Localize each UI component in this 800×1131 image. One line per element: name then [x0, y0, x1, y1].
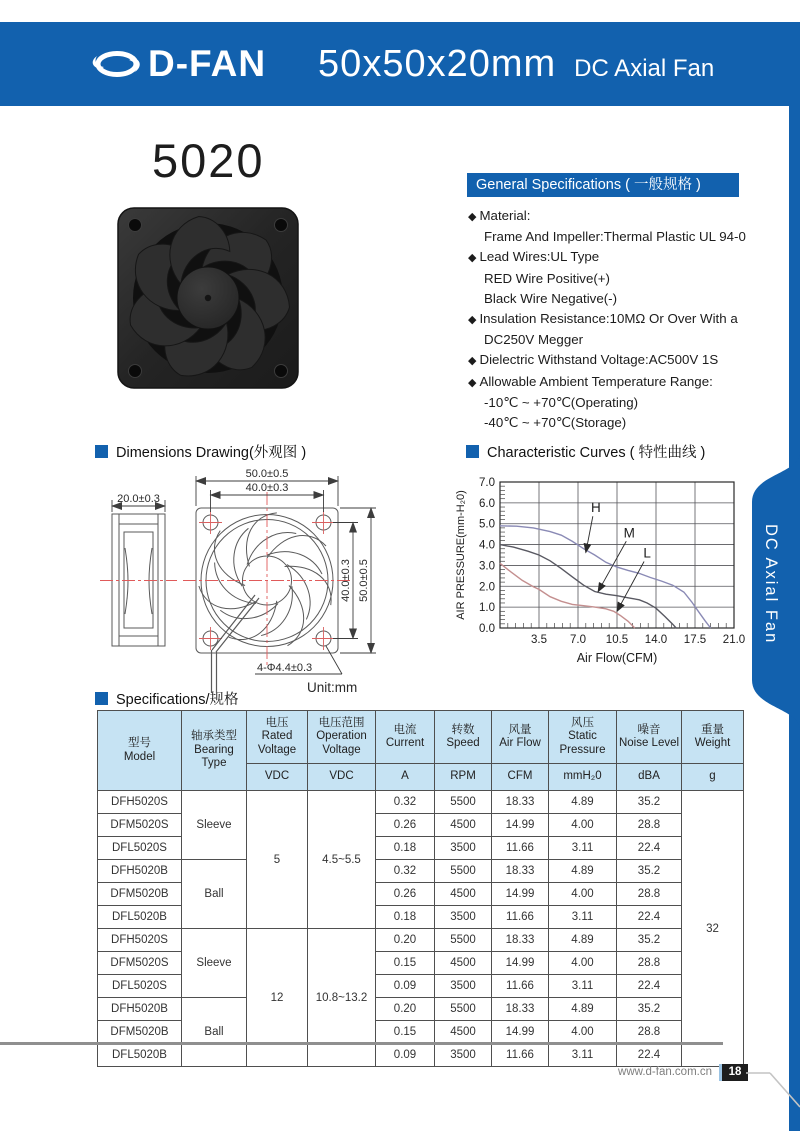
table-cell: 4.00 — [549, 952, 617, 975]
table-row — [98, 791, 744, 814]
table-header: 噪音 Noise Level — [617, 711, 682, 764]
table-cell: 14.99 — [492, 883, 549, 906]
svg-text:1.0: 1.0 — [479, 602, 495, 615]
specifications-table — [97, 710, 744, 1067]
spec-item — [468, 247, 793, 268]
lead-wires — [212, 595, 260, 693]
table-cell: 35.2 — [617, 998, 682, 1021]
spec-table-title-text: Specifications/规格 — [116, 692, 239, 708]
curves-title-text: Characteristic Curves ( 特性曲线 ) — [487, 445, 706, 461]
fan-photo — [117, 205, 299, 391]
table-cell: 4.00 — [549, 883, 617, 906]
spec-item-text: RED Wire Positive(+) — [484, 270, 610, 286]
table-header: 重量 Weight — [682, 711, 744, 764]
diamond-bullet-icon: ◆ — [468, 211, 477, 223]
diamond-bullet-icon: ◆ — [468, 376, 477, 389]
spec-item — [468, 350, 793, 371]
table-cell: 4500 — [435, 952, 492, 975]
table-cell: DFH5020B — [98, 998, 182, 1021]
spec-item-text: -10℃ ~ +70℃(Operating) — [484, 394, 639, 410]
curves-section-title — [466, 441, 705, 462]
table-cell: 35.2 — [617, 791, 682, 814]
svg-text:4-Φ4.4±0.3: 4-Φ4.4±0.3 — [257, 662, 313, 674]
spec-item — [468, 330, 793, 350]
svg-text:7.0: 7.0 — [570, 634, 586, 646]
curve-H — [500, 526, 711, 628]
table-cell: 11.66 — [492, 837, 549, 860]
table-cell: 0.32 — [376, 860, 435, 883]
table-cell: 5500 — [435, 929, 492, 952]
table-cell: 0.18 — [376, 837, 435, 860]
table-cell: 0.15 — [376, 1021, 435, 1044]
dimension-lines — [112, 476, 376, 674]
centerlines — [100, 492, 353, 667]
model-number: 5020 — [152, 134, 265, 187]
table-row — [98, 998, 744, 1021]
table-cell: 3500 — [435, 906, 492, 929]
table-cell: 35.2 — [617, 929, 682, 952]
table-cell: 3.11 — [549, 1044, 617, 1067]
table-cell: 3.11 — [549, 837, 617, 860]
dimensions-title-text: Dimensions Drawing(外观图 ) — [116, 445, 307, 461]
table-header: 风压 Static Pressure — [549, 711, 617, 764]
section-bullet-icon — [95, 445, 108, 458]
table-cell: 5 — [247, 791, 308, 929]
table-cell: 10.8~13.2 — [308, 929, 376, 1067]
table-cell: 4500 — [435, 1021, 492, 1044]
diamond-bullet-icon: ◆ — [468, 355, 477, 368]
svg-text:0.0: 0.0 — [479, 623, 495, 635]
curve-label-H: H — [590, 500, 601, 516]
table-header: 电流 Current — [376, 711, 435, 764]
svg-text:50.0±0.5: 50.0±0.5 — [358, 559, 370, 602]
table-cell: 14.99 — [492, 814, 549, 837]
table-unit: RPM — [435, 764, 492, 791]
svg-text:17.5: 17.5 — [683, 634, 707, 646]
table-cell: 0.20 — [376, 998, 435, 1021]
footer-rule — [0, 1042, 723, 1045]
table-cell: 28.8 — [617, 883, 682, 906]
svg-text:14.0: 14.0 — [644, 634, 668, 646]
table-header: 轴承类型 Bearing Type — [182, 711, 247, 791]
spec-item-text: DC250V Megger — [484, 332, 584, 348]
table-cell: 0.09 — [376, 975, 435, 998]
table-cell: 14.99 — [492, 952, 549, 975]
table-cell: 32 — [682, 791, 744, 1067]
spec-item — [468, 309, 793, 330]
curve-label-L: L — [643, 545, 651, 561]
table-header: 电压 Rated Voltage — [247, 711, 308, 764]
side-tab-label: DC Axial Fan — [762, 524, 780, 645]
table-cell: 4.89 — [549, 791, 617, 814]
table-cell: 4500 — [435, 883, 492, 906]
table-cell: 22.4 — [617, 837, 682, 860]
table-cell: 18.33 — [492, 929, 549, 952]
svg-text:2.0: 2.0 — [479, 581, 495, 594]
table-cell: 0.15 — [376, 952, 435, 975]
spec-item — [468, 372, 793, 393]
svg-text:40.0±0.3: 40.0±0.3 — [340, 559, 352, 602]
brand-name: D-FAN — [148, 43, 267, 84]
table-cell: 4.89 — [549, 998, 617, 1021]
table-cell: 0.20 — [376, 929, 435, 952]
table-cell: DFH5020B — [98, 860, 182, 883]
section-bullet-icon — [466, 445, 479, 458]
table-cell: 35.2 — [617, 860, 682, 883]
table-cell: 4.89 — [549, 929, 617, 952]
table-cell: DFL5020S — [98, 975, 182, 998]
spec-item-text: -40℃ ~ +70℃(Storage) — [484, 415, 627, 431]
svg-text:Unit:mm: Unit:mm — [307, 680, 358, 695]
spec-item-text: Lead Wires:UL Type — [479, 249, 600, 265]
table-cell: 28.8 — [617, 1021, 682, 1044]
table-cell: 5500 — [435, 998, 492, 1021]
spec-item-text: Frame And Impeller:Thermal Plastic UL 94-0 — [484, 229, 746, 245]
table-cell: Sleeve — [182, 929, 247, 998]
diamond-bullet-icon: ◆ — [468, 252, 477, 265]
table-cell: 4.00 — [549, 1021, 617, 1044]
product-type: DC Axial Fan — [574, 55, 715, 82]
svg-text:20.0±0.3: 20.0±0.3 — [117, 493, 160, 505]
svg-text:7.0: 7.0 — [479, 477, 495, 489]
svg-text:3.5: 3.5 — [531, 634, 547, 646]
table-unit: VDC — [247, 764, 308, 791]
table-cell: 0.26 — [376, 883, 435, 906]
side-view — [112, 514, 165, 646]
table-cell: 3.11 — [549, 975, 617, 998]
table-unit: mmH₂0 — [549, 764, 617, 791]
table-cell: 22.4 — [617, 1044, 682, 1067]
header-banner — [0, 22, 800, 106]
svg-text:5.0: 5.0 — [479, 518, 495, 531]
spec-item — [468, 269, 793, 289]
table-cell: 0.09 — [376, 1044, 435, 1067]
svg-text:10.5: 10.5 — [605, 634, 629, 646]
table-unit: A — [376, 764, 435, 791]
table-unit: dBA — [617, 764, 682, 791]
table-row — [98, 929, 744, 952]
table-cell: 0.26 — [376, 814, 435, 837]
dimensions-section-title — [95, 441, 306, 462]
spec-item — [468, 289, 793, 309]
characteristic-chart — [452, 462, 747, 690]
svg-text:21.0: 21.0 — [722, 634, 746, 646]
general-specs-header: General Specifications ( 一般规格 ) — [467, 173, 739, 197]
table-header: 电压范围 Operation Voltage — [308, 711, 376, 764]
table-cell: 4500 — [435, 814, 492, 837]
table-cell: 18.33 — [492, 860, 549, 883]
spec-item — [468, 393, 793, 413]
table-cell: 3500 — [435, 837, 492, 860]
table-cell: 12 — [247, 929, 308, 1067]
table-cell: DFM5020S — [98, 814, 182, 837]
table-cell: DFH5020S — [98, 791, 182, 814]
table-cell: 0.32 — [376, 791, 435, 814]
table-row — [98, 860, 744, 883]
table-unit: g — [682, 764, 744, 791]
chart-xlabel: Air Flow(CFM) — [576, 651, 658, 665]
table-cell: 28.8 — [617, 814, 682, 837]
svg-text:40.0±0.3: 40.0±0.3 — [245, 482, 289, 494]
table-cell: Sleeve — [182, 791, 247, 860]
table-cell: 3500 — [435, 1044, 492, 1067]
table-unit: CFM — [492, 764, 549, 791]
table-cell: DFM5020S — [98, 952, 182, 975]
table-cell: 22.4 — [617, 906, 682, 929]
table-header: 转数 Speed — [435, 711, 492, 764]
table-cell: DFL5020S — [98, 837, 182, 860]
svg-text:6.0: 6.0 — [479, 497, 495, 510]
table-cell: 4.00 — [549, 814, 617, 837]
table-cell: 4.89 — [549, 860, 617, 883]
table-cell: 18.33 — [492, 791, 549, 814]
page-corner-fold — [740, 1060, 800, 1131]
table-cell: 0.18 — [376, 906, 435, 929]
table-header: 型号 Model — [98, 711, 182, 791]
spec-item-text: Material: — [479, 208, 531, 223]
general-specs-list — [468, 206, 793, 433]
table-cell: DFM5020B — [98, 1021, 182, 1044]
svg-text:50.0±0.5: 50.0±0.5 — [245, 468, 289, 480]
curve-label-M: M — [623, 525, 635, 541]
table-cell: Ball — [182, 998, 247, 1067]
diamond-bullet-icon: ◆ — [468, 314, 477, 327]
table-cell: 3500 — [435, 975, 492, 998]
dimensions-drawing — [95, 462, 440, 697]
svg-text:3.0: 3.0 — [479, 560, 495, 573]
table-cell: 11.66 — [492, 975, 549, 998]
footer-website: www.d-fan.com.cn — [618, 1066, 712, 1078]
spec-item-text: Black Wire Negative(-) — [484, 290, 617, 306]
table-cell: 3.11 — [549, 906, 617, 929]
table-unit: VDC — [308, 764, 376, 791]
page-number: 18 — [719, 1064, 748, 1081]
spec-item — [468, 227, 793, 247]
svg-text:4.0: 4.0 — [479, 539, 495, 552]
dfan-logo-icon — [90, 47, 142, 81]
table-header: 风量 Air Flow — [492, 711, 549, 764]
table-cell: 11.66 — [492, 1044, 549, 1067]
table-cell: 11.66 — [492, 906, 549, 929]
table-cell: DFM5020B — [98, 883, 182, 906]
table-cell: DFL5020B — [98, 1044, 182, 1067]
table-cell: 5500 — [435, 860, 492, 883]
brand — [90, 43, 266, 85]
product-size: 50x50x20mm — [318, 42, 557, 85]
spec-item — [468, 413, 793, 433]
spec-item — [468, 206, 793, 227]
chart-ylabel: AIR PRESSURE(mm-H₂0) — [455, 490, 467, 620]
spec-item-text: Allowable Ambient Temperature Range: — [479, 373, 713, 389]
table-cell: 14.99 — [492, 1021, 549, 1044]
table-cell: DFL5020B — [98, 906, 182, 929]
table-cell: DFH5020S — [98, 929, 182, 952]
table-cell: 18.33 — [492, 998, 549, 1021]
spec-item-text: Insulation Resistance:10MΩ Or Over With a — [479, 311, 738, 327]
table-cell: 28.8 — [617, 952, 682, 975]
table-cell: 4.5~5.5 — [308, 791, 376, 929]
dimension-labels — [117, 468, 370, 695]
spec-item-text: Dielectric Withstand Voltage:AC500V 1S — [479, 352, 719, 368]
table-cell: Ball — [182, 860, 247, 929]
table-cell: 22.4 — [617, 975, 682, 998]
table-cell: 5500 — [435, 791, 492, 814]
